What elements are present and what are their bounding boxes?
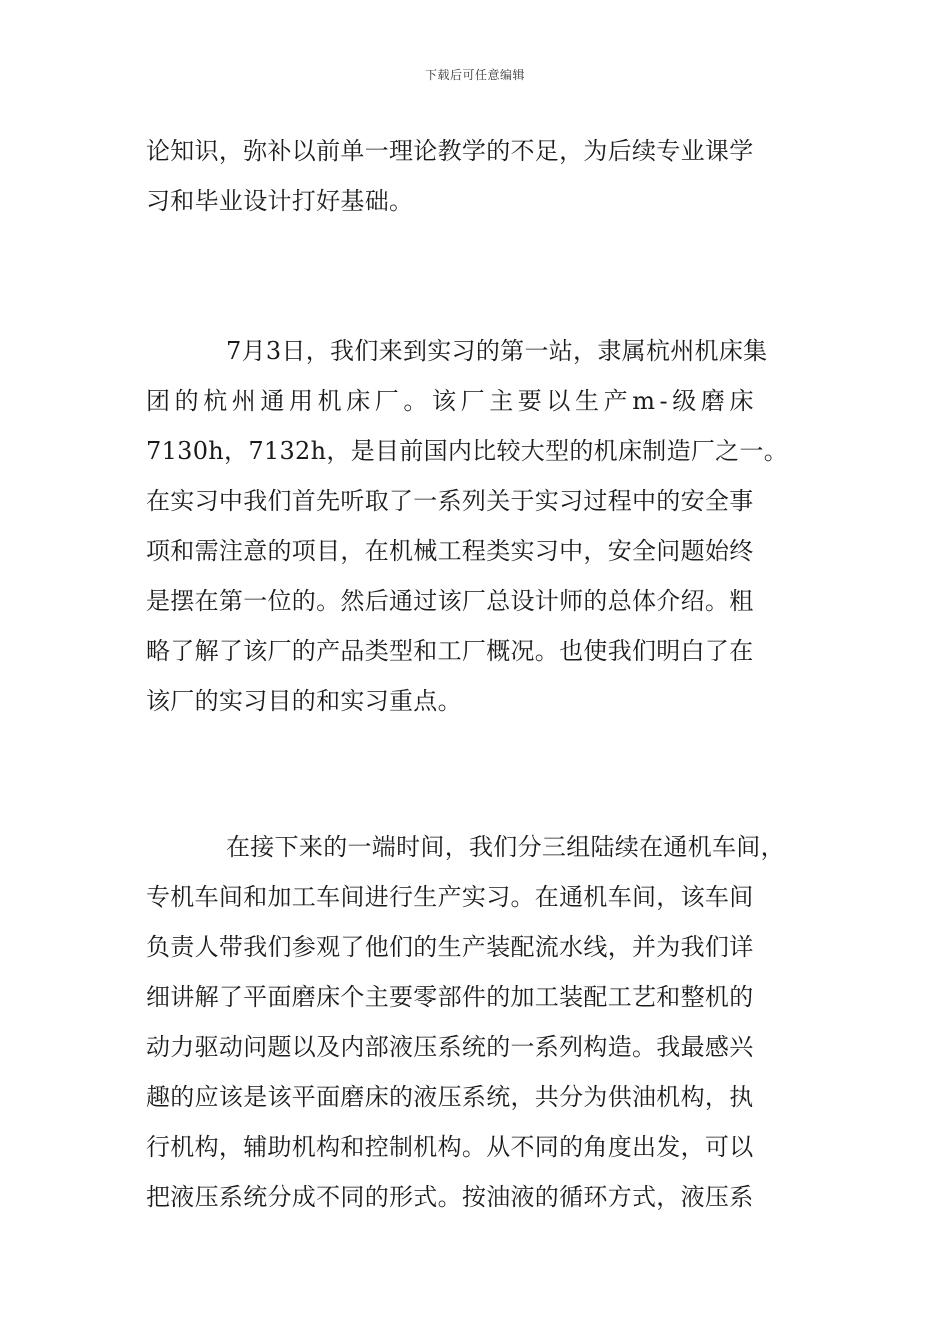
text-line: 趣的应该是该平面磨床的液压系统，共分为供油机构，执 xyxy=(146,1083,754,1111)
text-line: 把液压系统分成不同的形式。按油液的循环方式，液压系 xyxy=(146,1183,754,1211)
text-line: 动力驱动问题以及内部液压系统的一系列构造。我最感兴 xyxy=(146,1033,754,1061)
text-line: 在接下来的一端时间，我们分三组陆续在通机车间， xyxy=(226,833,785,861)
text-line: 行机构，辅助机构和控制机构。从不同的角度出发，可以 xyxy=(146,1133,754,1161)
text-line: 略了解了该厂的产品类型和工厂概况。也使我们明白了在 xyxy=(146,637,754,665)
text-line: 该厂的实习目的和实习重点。 xyxy=(146,687,462,715)
text-line: 在实习中我们首先听取了一系列关于实习过程中的安全事 xyxy=(146,487,754,515)
text-line: 7130h，7132h，是目前国内比较大型的机床制造厂之一。 xyxy=(146,437,789,465)
text-line: 习和毕业设计打好基础。 xyxy=(146,187,414,215)
text-line: 项和需注意的项目，在机械工程类实习中，安全问题始终 xyxy=(146,537,754,565)
text-line: 团的杭州通用机床厂。该厂主要以生产m-级磨床 xyxy=(146,387,759,415)
text-line: 是摆在第一位的。然后通过该厂总设计师的总体介绍。粗 xyxy=(146,587,754,615)
page-header: 下载后可任意编辑 xyxy=(424,68,525,82)
text-line: 7月3日，我们来到实习的第一站，隶属杭州机床集 xyxy=(226,337,768,365)
text-line: 论知识，弥补以前单一理论教学的不足，为后续专业课学 xyxy=(146,137,754,165)
text-line: 细讲解了平面磨床个主要零部件的加工装配工艺和整机的 xyxy=(146,983,754,1011)
text-line: 负责人带我们参观了他们的生产装配流水线，并为我们详 xyxy=(146,933,754,961)
text-line: 专机车间和加工车间进行生产实习。在通机车间，该车间 xyxy=(146,883,754,911)
